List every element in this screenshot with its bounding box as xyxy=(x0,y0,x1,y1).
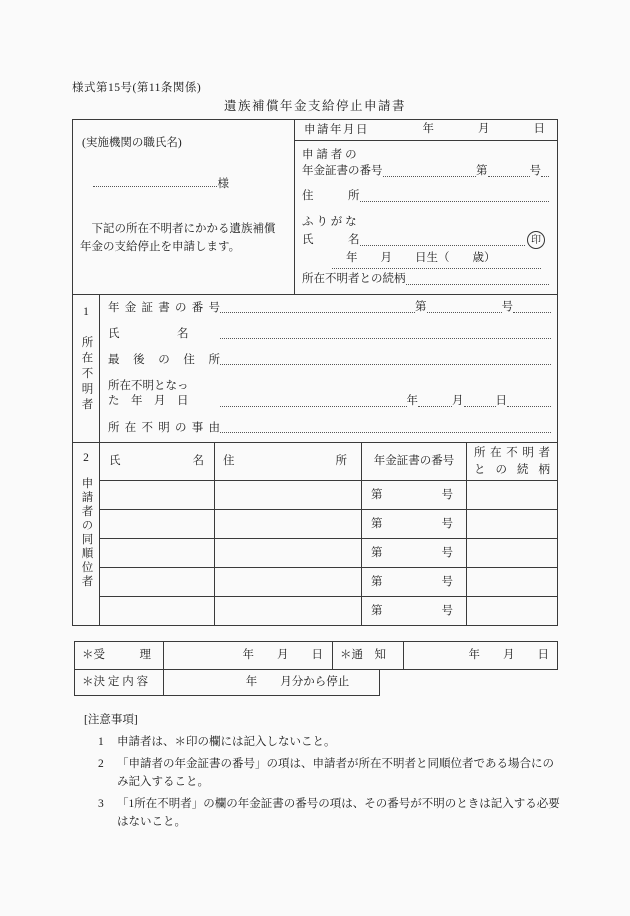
last-address-row xyxy=(108,353,551,368)
relation-cell xyxy=(467,481,557,509)
fill-in-leader xyxy=(427,312,502,313)
section1-side-label: 所在不明者 xyxy=(80,335,93,414)
name-row xyxy=(108,327,551,342)
header-name xyxy=(100,443,215,480)
pension-no-suffix: 号 xyxy=(501,301,513,313)
name-cell xyxy=(100,481,215,509)
receipt-label: ＊受 理 xyxy=(75,642,164,669)
pension-no-prefix: 第 xyxy=(371,517,383,530)
applicant-pension-no-label-line1: 申 請 者 の xyxy=(302,149,357,162)
recipient-cell xyxy=(73,120,295,294)
header-section xyxy=(73,120,557,295)
name-label: 氏 名 xyxy=(302,234,360,247)
agency-name-label: (実施機関の職氏名) xyxy=(82,137,182,149)
relation-cell xyxy=(467,510,557,538)
pension-no-suffix: 号 xyxy=(441,575,453,588)
honorific-label: 様 xyxy=(217,177,229,190)
notes-section xyxy=(84,713,560,835)
note-text: 「申請者の年金証書の番号」の項は、申請者が所在不明者と同順位者である場合にのみ記入すること。 xyxy=(117,757,554,789)
pension-no-suffix: 号 xyxy=(441,517,453,530)
address-cell xyxy=(215,539,362,567)
receipt-notice-row xyxy=(74,641,558,670)
application-date-label: 申請年月日 xyxy=(304,123,369,136)
pension-no-suffix: 号 xyxy=(441,488,453,501)
main-table xyxy=(72,119,558,626)
pension-no-prefix: 第 xyxy=(371,546,383,559)
fill-in-leader xyxy=(541,176,549,177)
note-text: 申請者は、＊印の欄には記入しないこと。 xyxy=(117,735,336,748)
section1-side-column xyxy=(73,295,100,442)
fill-in-leader xyxy=(507,406,551,407)
form-title: 遺族補償年金支給停止申請書 xyxy=(223,99,406,113)
note-number: 2 xyxy=(98,757,104,770)
fill-in-leader xyxy=(383,176,477,177)
application-statement: 下記の所在不明者にかかる遺族補償年金の支給停止を申請します。 xyxy=(80,222,276,254)
fill-in-leader xyxy=(220,364,551,365)
pension-no-suffix: 号 xyxy=(529,165,541,178)
pension-no-prefix: 第 xyxy=(371,605,383,618)
table-row xyxy=(100,568,557,597)
header-address-label: 住所 xyxy=(223,455,347,468)
note-item xyxy=(98,755,560,792)
fill-in-leader xyxy=(513,312,551,313)
fill-in-leader xyxy=(488,176,530,177)
relation-cell xyxy=(467,568,557,596)
header-relation-line2: との続柄 xyxy=(474,463,550,476)
pension-certificate-no-row xyxy=(108,300,551,316)
name-cell xyxy=(100,568,215,596)
fill-in-leader xyxy=(406,284,550,285)
decision-value: 年 月分から停止 xyxy=(245,676,350,689)
fill-in-leader xyxy=(220,406,407,407)
row-label: 年金証書の番号 xyxy=(108,302,220,314)
fill-in-leader xyxy=(93,186,217,187)
form-number: 様式第15号(第11条関係) xyxy=(72,82,202,94)
address-cell xyxy=(215,568,362,596)
address-label: 住 所 xyxy=(302,190,360,203)
section1-number: 1 xyxy=(83,306,89,318)
pension-no-prefix: 第 xyxy=(476,165,488,178)
address-cell xyxy=(215,597,362,626)
relation-cell xyxy=(467,597,557,626)
table-row xyxy=(100,597,557,626)
header-relation-line1: 所在不明者 xyxy=(474,446,550,459)
fill-in-leader xyxy=(360,201,550,202)
section2-side-column xyxy=(73,443,100,626)
applicant-relation-line xyxy=(302,272,549,288)
applicant-pension-no-label-line2: 年金証書の番号 xyxy=(302,165,383,178)
co-applicants-table xyxy=(100,443,557,626)
header-pension-no xyxy=(362,443,467,480)
missing-reason-row xyxy=(108,421,551,436)
notice-date: 年 月 日 xyxy=(468,649,549,662)
decision-row xyxy=(74,670,380,696)
applicant-birthdate-line: 年 月 日生（ 歳） xyxy=(332,251,541,269)
pension-no-prefix: 第 xyxy=(371,488,383,501)
pension-no-cell xyxy=(362,481,467,509)
name-cell xyxy=(100,539,215,567)
table-header-row xyxy=(100,443,557,481)
applicant-details xyxy=(295,141,557,294)
header-relation xyxy=(467,443,557,480)
header-address xyxy=(215,443,362,480)
pension-no-prefix: 第 xyxy=(415,301,427,313)
section1-content xyxy=(100,295,557,442)
row-label: 最後の住所 xyxy=(108,353,220,366)
relation-label: 所在不明者との続柄 xyxy=(302,273,406,286)
note-number: 3 xyxy=(98,797,104,810)
application-date-row xyxy=(295,120,557,141)
table-row xyxy=(100,481,557,510)
pension-no-suffix: 号 xyxy=(441,546,453,559)
fill-in-leader xyxy=(464,406,496,407)
decision-label: ＊決 定 内 容 xyxy=(75,670,164,695)
furigana-label: ふ り が な xyxy=(302,216,357,229)
row-label: 氏 名 xyxy=(108,327,189,340)
fill-in-leader xyxy=(220,312,415,313)
day-label: 日 xyxy=(495,395,507,408)
applicant-address-line xyxy=(302,189,549,205)
notes-heading: [注意事項] xyxy=(84,714,138,726)
pension-no-suffix: 号 xyxy=(441,605,453,618)
missing-date-row xyxy=(108,379,551,410)
day-label: 日 xyxy=(533,123,545,136)
applicant-cell xyxy=(295,120,557,294)
table-row xyxy=(100,510,557,539)
pension-no-cell xyxy=(362,510,467,538)
missing-person-section xyxy=(73,295,557,443)
co-applicants-section xyxy=(73,443,557,626)
month-label: 月 xyxy=(452,395,464,408)
name-cell xyxy=(100,510,215,538)
office-use-table xyxy=(74,641,558,696)
row-label xyxy=(108,379,220,410)
address-cell xyxy=(215,510,362,538)
year-label: 年 xyxy=(406,395,418,408)
fill-in-leader xyxy=(220,338,551,339)
section2-side-label: 申請者の同順位者 xyxy=(80,476,93,589)
row-label-line2: た 年 月 日 xyxy=(108,395,189,408)
table-row xyxy=(100,539,557,568)
fill-in-leader xyxy=(220,432,551,433)
pension-no-cell xyxy=(362,539,467,567)
applicant-pension-no-line xyxy=(302,164,549,180)
applicant-name-line xyxy=(302,231,549,249)
fill-in-leader xyxy=(418,406,452,407)
header-name-label: 氏名 xyxy=(109,455,204,468)
header-pension-no-label: 年金証書の番号 xyxy=(373,455,455,468)
pension-no-cell xyxy=(362,597,467,626)
notice-label: ＊通 知 xyxy=(333,642,404,669)
year-label: 年 xyxy=(422,123,434,136)
relation-cell xyxy=(467,539,557,567)
row-label: 所在不明の事由 xyxy=(108,422,220,435)
receipt-date: 年 月 日 xyxy=(164,642,333,669)
row-label-line1: 所在不明となっ xyxy=(108,379,189,392)
month-label: 月 xyxy=(478,123,490,136)
note-item xyxy=(98,795,560,832)
pension-no-prefix: 第 xyxy=(371,575,383,588)
note-number: 1 xyxy=(98,735,104,748)
note-item xyxy=(98,733,560,752)
pension-no-cell xyxy=(362,568,467,596)
fill-in-leader xyxy=(360,245,526,246)
recipient-name-line xyxy=(93,177,229,190)
name-cell xyxy=(100,597,215,626)
note-text: 「1所在不明者」の欄の年金証書の番号の項は、その番号が不明のときは記入する必要はないこと。 xyxy=(117,797,560,829)
seal-stamp-icon: 印 xyxy=(527,231,545,249)
address-cell xyxy=(215,481,362,509)
section2-number: 2 xyxy=(83,452,89,464)
